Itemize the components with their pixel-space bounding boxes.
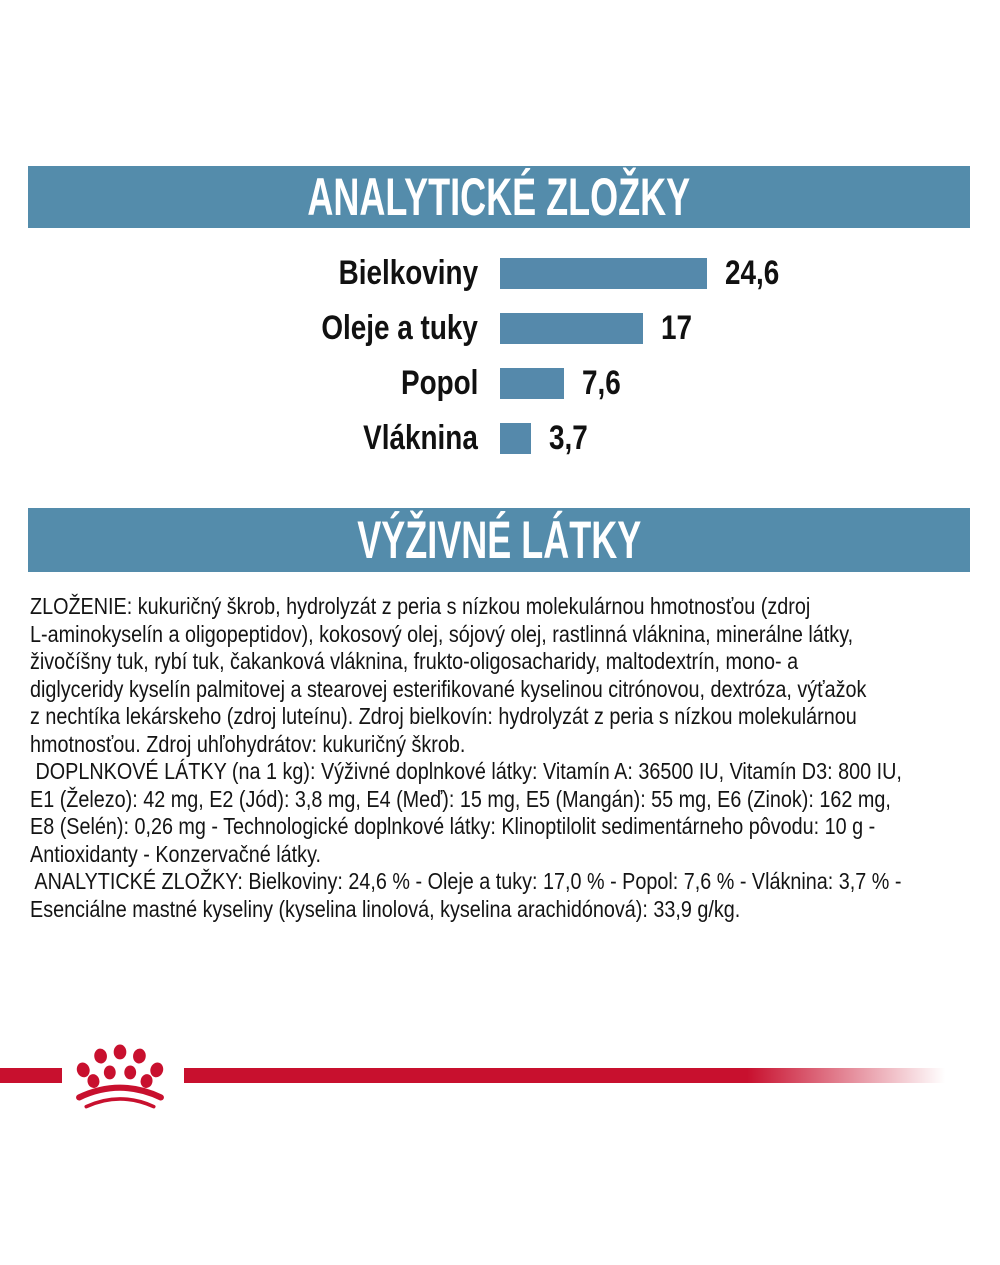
chart-value-label: 7,6 (581, 364, 621, 402)
analytical-components-title: ANALYTICKÉ ZLOŽKY (307, 167, 691, 227)
chart-category-label: Popol (400, 364, 478, 402)
chart-bar (500, 258, 707, 289)
composition-text-block (30, 593, 990, 923)
chart-bar (500, 313, 643, 344)
composition-text-line: L-aminokyselín a oligopeptidov), kokosový olej, sójový olej, rastlinná vláknina, minerálne látky, (30, 620, 854, 647)
composition-text-line: hmotnosťou. Zdroj uhľohydrátov: kukuričný škrob. (30, 730, 466, 757)
composition-text-line: Esenciálne mastné kyseliny (kyselina linolová, kyselina arachidónová): 33,9 g/kg. (30, 895, 741, 922)
chart-category-label: Oleje a tuky (321, 309, 478, 347)
composition-text-line: živočíšny tuk, rybí tuk, čakanková vláknina, frukto-oligosacharidy, maltodextrín, mono- a (30, 648, 799, 674)
brand-red-line-right (184, 1068, 945, 1083)
nutrients-title: VÝŽIVNÉ LÁTKY (356, 510, 642, 570)
chart-row (0, 309, 1000, 347)
composition-text-line: ANALYTICKÉ ZLOŽKY: Bielkoviny: 24,6 % - Oleje a tuky: 17,0 % - Popol: 7,6 % - Vláknina: 3,7 % - (30, 868, 902, 894)
composition-text-line: DOPLNKOVÉ LÁTKY (na 1 kg): Výživné doplnkové látky: Vitamín A: 36500 IU, Vitamín D3: 800 IU, (30, 758, 902, 784)
analytical-components-bar-chart (0, 254, 1000, 478)
composition-text-line: diglyceridy kyselín palmitovej a stearovej esterifikované kyselinou citrónovou, dextróza, výťažok (30, 675, 867, 702)
chart-row (0, 419, 1000, 457)
chart-value-label: 24,6 (724, 254, 779, 292)
composition-text-line: E8 (Selén): 0,26 mg - Technologické doplnkové látky: Klinoptilolit sedimentárneho pôvodu: 10 g - (30, 813, 876, 839)
brand-red-line-left (0, 1068, 62, 1083)
analytical-components-banner (28, 166, 970, 228)
chart-bar (500, 368, 564, 399)
composition-text-line: ZLOŽENIE: kukuričný škrob, hydrolyzát z peria s nízkou molekulárnou hmotnosťou (zdroj (30, 593, 811, 619)
chart-category-label: Bielkoviny (338, 254, 478, 292)
chart-row (0, 254, 1000, 292)
chart-value-label: 3,7 (549, 419, 588, 457)
chart-bar (500, 423, 531, 454)
chart-category-label: Vláknina (363, 419, 478, 457)
chart-value-label: 17 (660, 309, 692, 347)
chart-row (0, 364, 1000, 402)
nutrients-banner (28, 508, 970, 572)
composition-text-line: Antioxidanty - Konzervačné látky. (30, 840, 321, 867)
composition-text-line: z nechtíka lekárskeho (zdroj luteínu). Zdroj bielkovín: hydrolyzát z peria s nízkou molekulárnou (30, 703, 857, 729)
royal-canin-crown-logo (72, 1042, 168, 1112)
composition-text-line: E1 (Železo): 42 mg, E2 (Jód): 3,8 mg, E4 (Meď): 15 mg, E5 (Mangán): 55 mg, E6 (Zinok): 162 mg, (30, 785, 891, 812)
